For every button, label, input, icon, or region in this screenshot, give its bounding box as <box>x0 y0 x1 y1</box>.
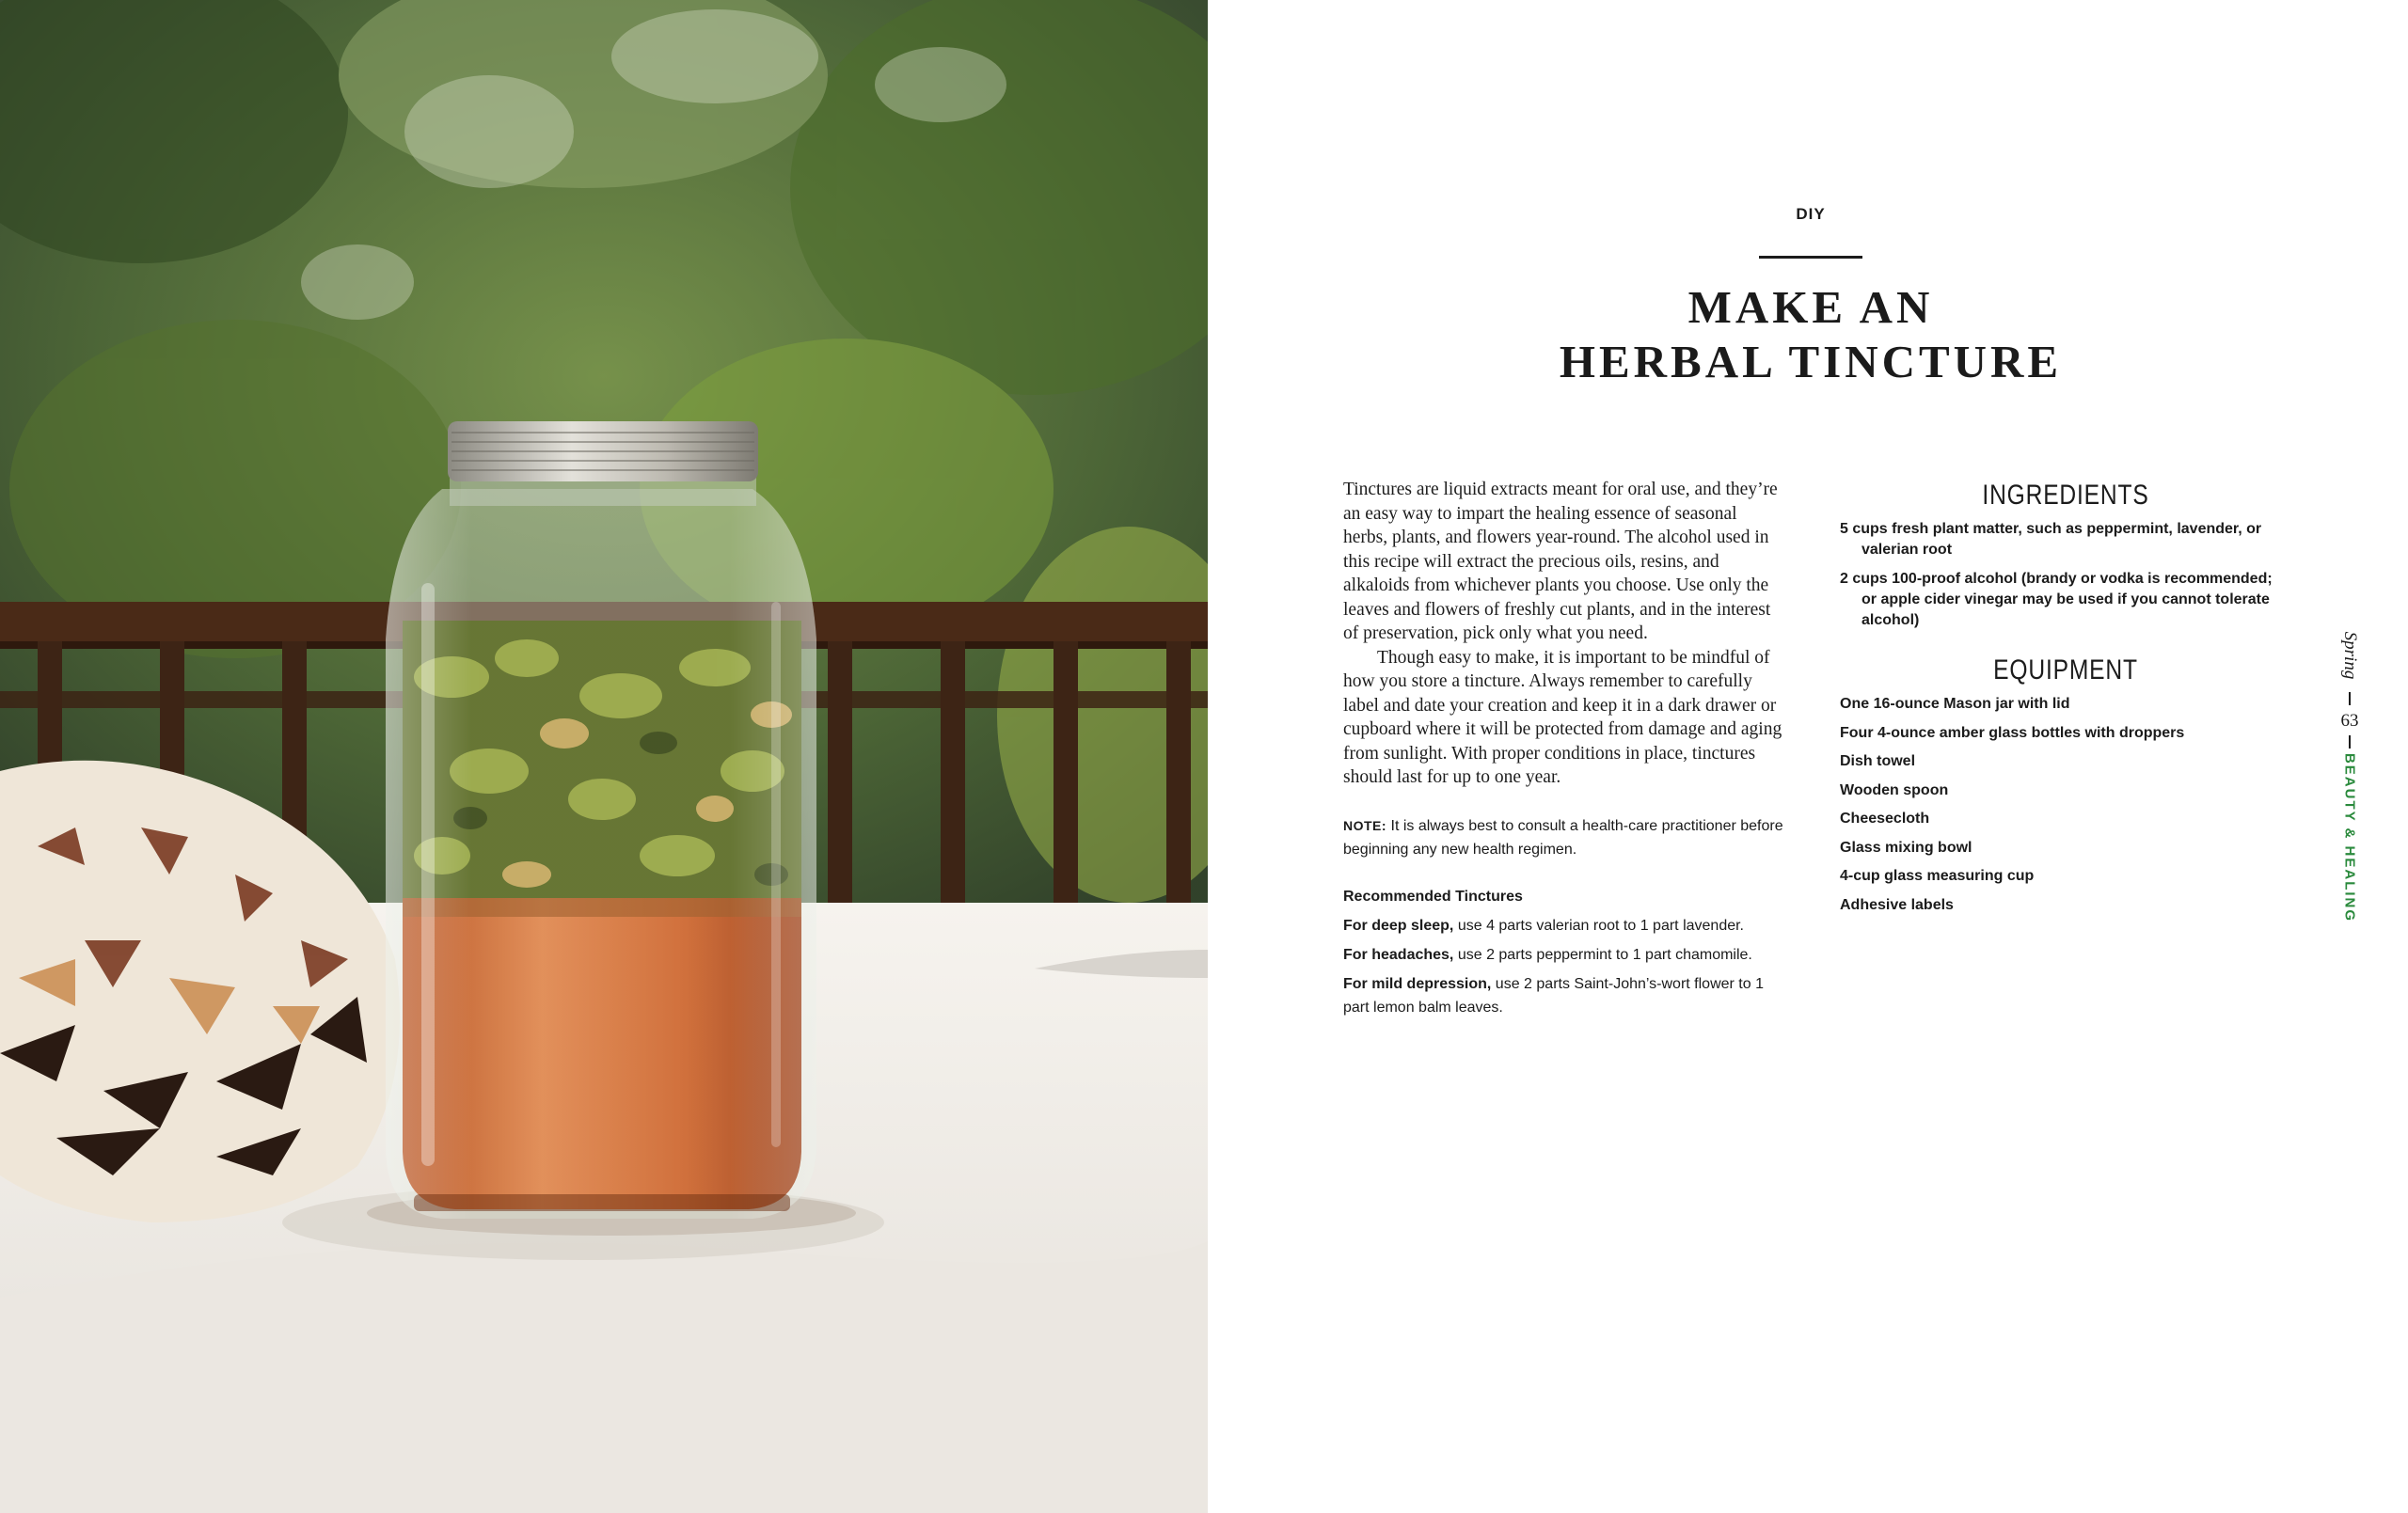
ingredients-heading: INGREDIENTS <box>1982 480 2149 511</box>
equipment-item: Dish towel <box>1840 753 1916 769</box>
tab-divider <box>2349 692 2351 705</box>
recommended-item-text: use 4 parts valerian root to 1 part lavender. <box>1453 917 1744 934</box>
recommended-item-text: use 2 parts Saint-John’s-wort flower to 1 part lemon balm leaves. <box>1343 975 1764 1016</box>
intro-column <box>1343 478 1785 1019</box>
page-title <box>1505 280 2116 389</box>
note-label: NOTE: <box>1343 817 1387 833</box>
health-note <box>1343 814 1785 861</box>
section-kicker: DIY <box>1796 205 1826 223</box>
equipment-item: Glass mixing bowl <box>1840 839 1972 856</box>
recommended-item <box>1343 943 1785 967</box>
ingredient-item: 2 cups 100-proof alcohol (brandy or vodka is recommended; or apple cider vinegar may be used if you cannot tolerate alcohol) <box>1840 571 2273 628</box>
page-number: 63 <box>2340 711 2359 731</box>
equipment-item: One 16-ounce Mason jar with lid <box>1840 696 2070 712</box>
section-tab-text: BEAUTY & HEALING <box>2341 752 2358 923</box>
equipment-item: Four 4-ounce amber glass bottles with droppers <box>1840 724 2185 741</box>
page-title-line-1: MAKE AN <box>1687 281 1934 333</box>
recommended-item-text: use 2 parts peppermint to 1 part chamomile. <box>1453 946 1752 963</box>
intro-paragraph: Tinctures are liquid extracts meant for oral use, and they’re an easy way to impart the healing essence of seasonal herbs, plants, and flowers year-round. The alcohol used in this recipe will extract the precious oils, resins, and alkaloids from whichever plants you choose. Use only the leaves and flowers of freshly cut plants, and in the interest of preservation, pick only what you need. <box>1343 480 1778 643</box>
equipment-item: Cheesecloth <box>1840 811 1930 827</box>
equipment-item: Wooden spoon <box>1840 781 1949 798</box>
page-title-line-2: HERBAL TINCTURE <box>1559 336 2063 387</box>
equipment-list <box>1840 694 2282 916</box>
tab-divider <box>2349 735 2351 749</box>
equipment-item: Adhesive labels <box>1840 896 1954 913</box>
season-label <box>2333 628 2367 683</box>
title-rule <box>1759 256 1862 259</box>
season-text: Spring <box>2340 631 2360 680</box>
section-tab <box>2333 752 2367 923</box>
intro-paragraph: Though easy to make, it is important to be mindful of how you store a tincture. Always remember to carefully label and date your creation and keep it in a dark drawer or cupboard where it will be protected from damage and aging from sunlight. With proper conditions in place, tinctures should last for up to one year. <box>1343 647 1782 787</box>
recommended-item-lead: For headaches, <box>1343 946 1454 963</box>
materials-column <box>1840 480 2282 923</box>
recommended-item-lead: For deep sleep, <box>1343 917 1454 934</box>
ingredient-item: 5 cups fresh plant matter, such as peppermint, lavender, or valerian root <box>1840 521 2262 558</box>
recommended-item <box>1343 914 1785 938</box>
note-text: It is always best to consult a health-care practitioner before beginning any new health regimen. <box>1343 817 1783 858</box>
ingredients-list <box>1840 519 2282 631</box>
equipment-heading: EQUIPMENT <box>1993 654 2138 686</box>
intro-text <box>1343 478 1785 790</box>
recommended-heading: Recommended Tinctures <box>1343 888 1523 905</box>
recommended-item <box>1343 972 1785 1019</box>
equipment-item: 4-cup glass measuring cup <box>1840 868 2035 884</box>
recommended-item-lead: For mild depression, <box>1343 975 1492 992</box>
